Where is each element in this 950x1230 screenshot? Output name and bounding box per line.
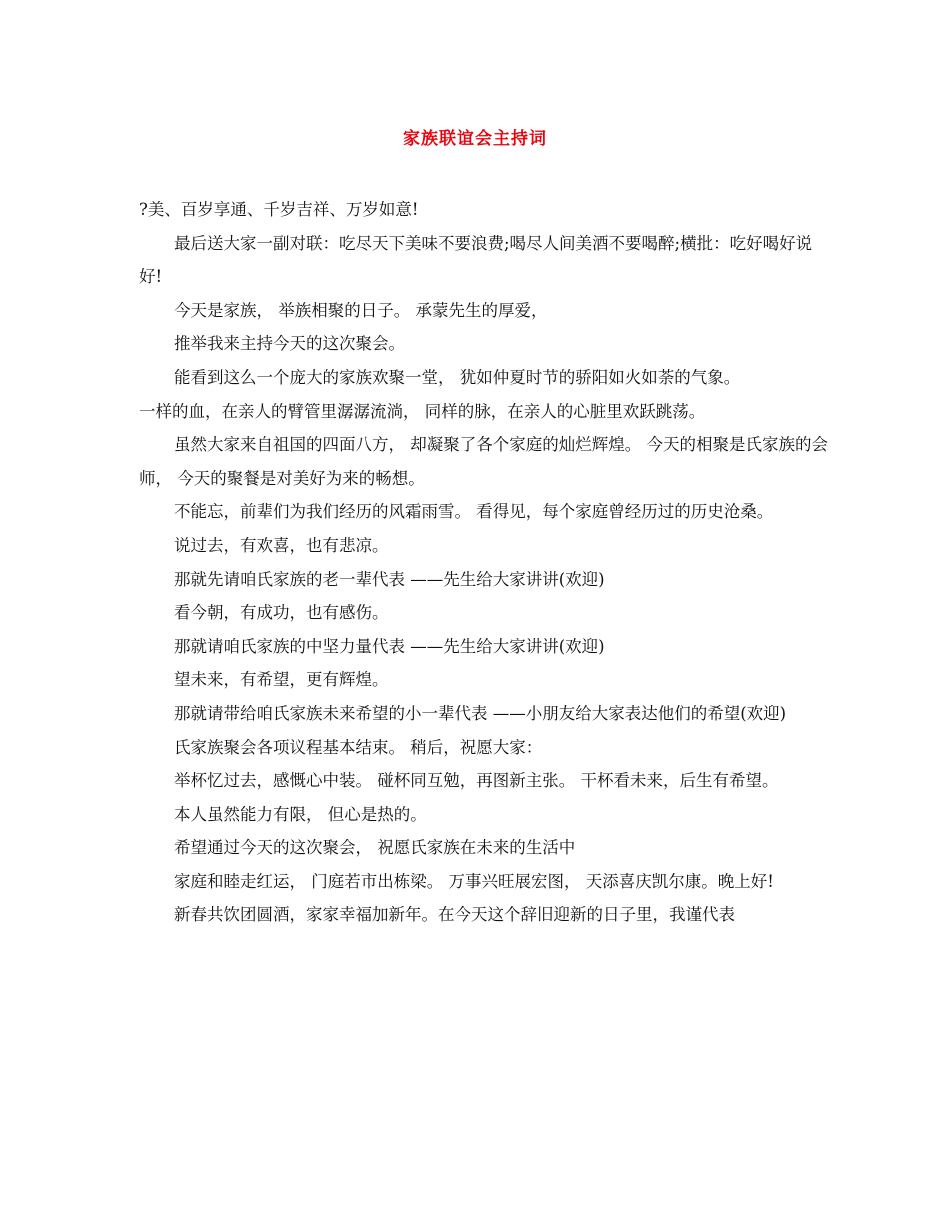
- paragraph: ?美、百岁享通、千岁吉祥、万岁如意!: [139, 200, 419, 219]
- paragraph: 氏家族聚会各项议程基本结束。 稍后，祝愿大家：: [174, 737, 543, 757]
- paragraph: 家庭和睦走红运， 门庭若市出栋梁。 万事兴旺展宏图， 天添喜庆凯尔康。晚上好!: [174, 871, 774, 891]
- paragraph: 那就请咱氏家族的中坚力量代表 ——先生给大家讲讲(欢迎): [174, 636, 605, 656]
- paragraph: 一样的血，在亲人的臂管里潺潺流淌， 同样的脉，在亲人的心脏里欢跃跳荡。: [139, 401, 706, 421]
- paragraph: 能看到这么一个庞大的家族欢聚一堂， 犹如仲夏时节的骄阳如火如荼的气象。: [174, 367, 741, 387]
- document-body: [139, 193, 829, 932]
- paragraph: 推举我来主持今天的这次聚会。: [174, 334, 405, 354]
- paragraph: 那就先请咱氏家族的老一辈代表 ——先生给大家讲讲(欢迎): [174, 569, 605, 589]
- paragraph: 本人虽然能力有限， 但心是热的。: [174, 804, 427, 824]
- paragraph: 望未来，有希望，更有辉煌。: [174, 670, 389, 690]
- paragraph: 希望通过今天的这次聚会， 祝愿氏家族在未来的生活中: [174, 838, 576, 858]
- paragraph: 那就请带给咱氏家族未来希望的小一辈代表 ——小朋友给大家表达他们的希望(欢迎): [174, 703, 787, 723]
- paragraph: 看今朝，有成功，也有感伤。: [174, 603, 389, 623]
- document-title: 家族联谊会主持词: [403, 129, 547, 149]
- paragraph: 最后送大家一副对联：吃尽天下美味不要浪费;喝尽人间美酒不要喝醉;横批：吃好喝好说好!: [139, 233, 813, 287]
- paragraph: 说过去，有欢喜，也有悲凉。: [174, 535, 389, 555]
- paragraph: 新春共饮团圆酒，家家幸福加新年。在今天这个辞旧迎新的日子里，我谨代表: [174, 905, 735, 925]
- paragraph: 不能忘，前辈们为我们经历的风霜雨雪。 看得见，每个家庭曾经历过的历史沧桑。: [174, 502, 774, 522]
- paragraph: 虽然大家来自祖国的四面八方， 却凝聚了各个家庭的灿烂辉煌。 今天的相聚是氏家族的会师， 今天的聚餐是对美好为来的畅想。: [139, 435, 828, 488]
- paragraph: 举杯忆过去，感慨心中装。 碰杯同互勉，再图新主张。 干杯看未来，后生有希望。: [174, 771, 779, 791]
- paragraph: 今天是家族， 举族相聚的日子。 承蒙先生的厚爱，: [174, 300, 548, 320]
